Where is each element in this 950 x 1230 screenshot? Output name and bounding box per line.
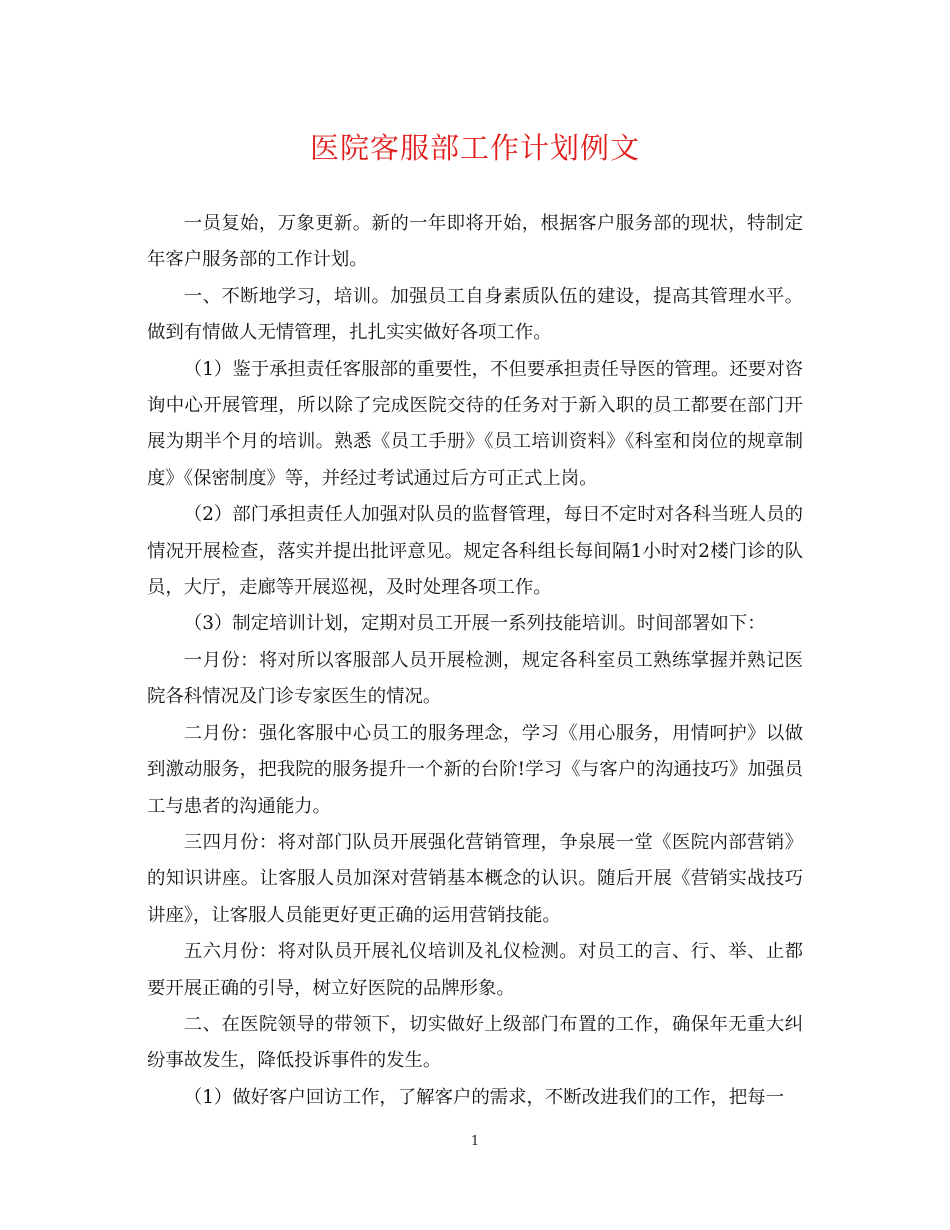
paragraph-may-june: 五六月份：将对队员开展礼仪培训及礼仪检测。对员工的言、行、举、止都要开展正确的引导，树立好医院的品牌形象。 xyxy=(147,941,803,999)
paragraph-item-1-2: （2）部门承担责任人加强对队员的监督管理，每日不定时对各科当班人员的情况开展检查，落实并提出批评意见。规定各科组长每间隔1小时对2楼门诊的队员，大厅，走廊等开展巡视，及时处理各项工作。 xyxy=(147,504,803,599)
paragraph-january: 一月份：将对所以客服部人员开展检测，规定各科室员工熟练掌握并熟记医院各科情况及门诊专家医生的情况。 xyxy=(147,649,803,708)
paragraph-item-1-1: （1）鉴于承担责任客服部的重要性，不但要承担责任导医的管理。还要对咨询中心开展管理，所以除了完成医院交待的任务对于新入职的员工都要在部门开展为期半个月的培训。熟悉《员工手册》《员工培训资料》《科室和岗位的规章制度》《保密制度》等，并经过考试通过后方可正式上岗。 xyxy=(147,358,803,489)
paragraph-intro: 一员复始，万象更新。新的一年即将开始，根据客户服务部的现状，特制定年客户服务部的工作计划。 xyxy=(147,213,803,271)
document-title: 医院客服部工作计划例文 xyxy=(309,131,640,165)
paragraph-march-april: 三四月份：将对部门队员开展强化营销管理，争泉展一堂《医院内部营销》的知识讲座。让客服人员加深对营销基本概念的认识。随后开展《营销实战技巧讲座》，让客服人员能更好更正确的运用营销技能。 xyxy=(147,831,803,926)
document-body xyxy=(147,206,803,1116)
paragraph-section-1: 一、不断地学习，培训。加强员工自身素质队伍的建设，提高其管理水平。做到有情做人无情管理，扎扎实实做好各项工作。 xyxy=(147,285,803,344)
paragraph-item-2-1: （1）做好客户回访工作，了解客户的需求，不断改进我们的工作，把每一 xyxy=(183,1086,784,1108)
paragraph-section-2: 二、在医院领导的带领下，切实做好上级部门布置的工作，确保年无重大纠纷事故发生，降低投诉事件的发生。 xyxy=(147,1013,803,1072)
paragraph-february: 二月份：强化客服中心员工的服务理念，学习《用心服务，用情呵护》以做到激动服务，把我院的服务提升一个新的台阶!学习《与客户的沟通技巧》加强员工与患者的沟通能力。 xyxy=(147,722,803,817)
page-number: 1 xyxy=(470,1134,480,1149)
paragraph-item-1-3: （3）制定培训计划，定期对员工开展一系列技能培训。时间部署如下： xyxy=(183,613,766,635)
